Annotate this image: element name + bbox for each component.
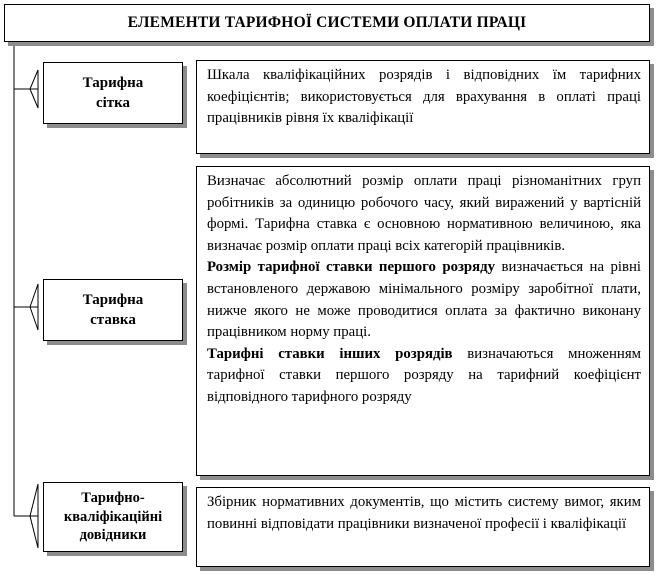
description-tariff-grid	[196, 60, 650, 154]
description-paragraph	[207, 171, 641, 257]
category-label-line: довідники	[79, 527, 147, 544]
paragraph-text: Визначає абсолютний розмір оплати праці різноманітних груп робітників за одиницю робочого часу, який виражений у вартісній формі. Тарифна ставка є основною нормативною величиною, яка визначає розмір оплати праці всіх категорій працівників.	[207, 173, 641, 254]
category-label-line: Тарифна	[82, 74, 144, 91]
category-label-line: сітка	[95, 95, 131, 111]
category-tariff-rate	[43, 279, 183, 341]
description-qualification-handbooks	[196, 487, 650, 567]
description-text: Збірник нормативних документів, що містить систему вимог, яким повинні відповідати працівники визначеної професії і кваліфікації	[207, 494, 641, 532]
paragraph-text: визначається на рівні встановленого державою мінімального розміру заробітної плати, нижче якого не може проводитися оплата за фактично виконану працівником норму праці.	[207, 259, 641, 341]
paragraph-text: визначаються множенням тарифної ставки першого розряду на тарифний коефіцієнт відповідного тарифного розряду	[207, 345, 641, 405]
description-paragraph	[207, 344, 641, 409]
paragraph-bold: Тарифні ставки інших розрядів	[207, 345, 453, 362]
diagram-title: ЕЛЕМЕНТИ ТАРИФНОЇ СИСТЕМИ ОПЛАТИ ПРАЦІ	[4, 4, 650, 42]
description-text: Шкала кваліфікаційних розрядів і відповідних їм тарифних коефіцієнтів; використовується для врахування в оплаті праці працівників рівня їх кваліфікації	[207, 67, 641, 127]
category-label-line: Тарифно-	[81, 489, 145, 506]
description-tariff-rate	[196, 166, 650, 476]
paragraph-bold: Розмір тарифної ставки першого розряду	[207, 259, 496, 276]
description-paragraph	[207, 257, 641, 343]
category-label-line: кваліфікаційні	[63, 508, 163, 525]
category-qualification-handbooks	[43, 482, 183, 552]
category-label-line: ставка	[90, 312, 136, 328]
category-label-line: Тарифна	[82, 291, 144, 308]
category-tariff-grid	[43, 62, 183, 124]
